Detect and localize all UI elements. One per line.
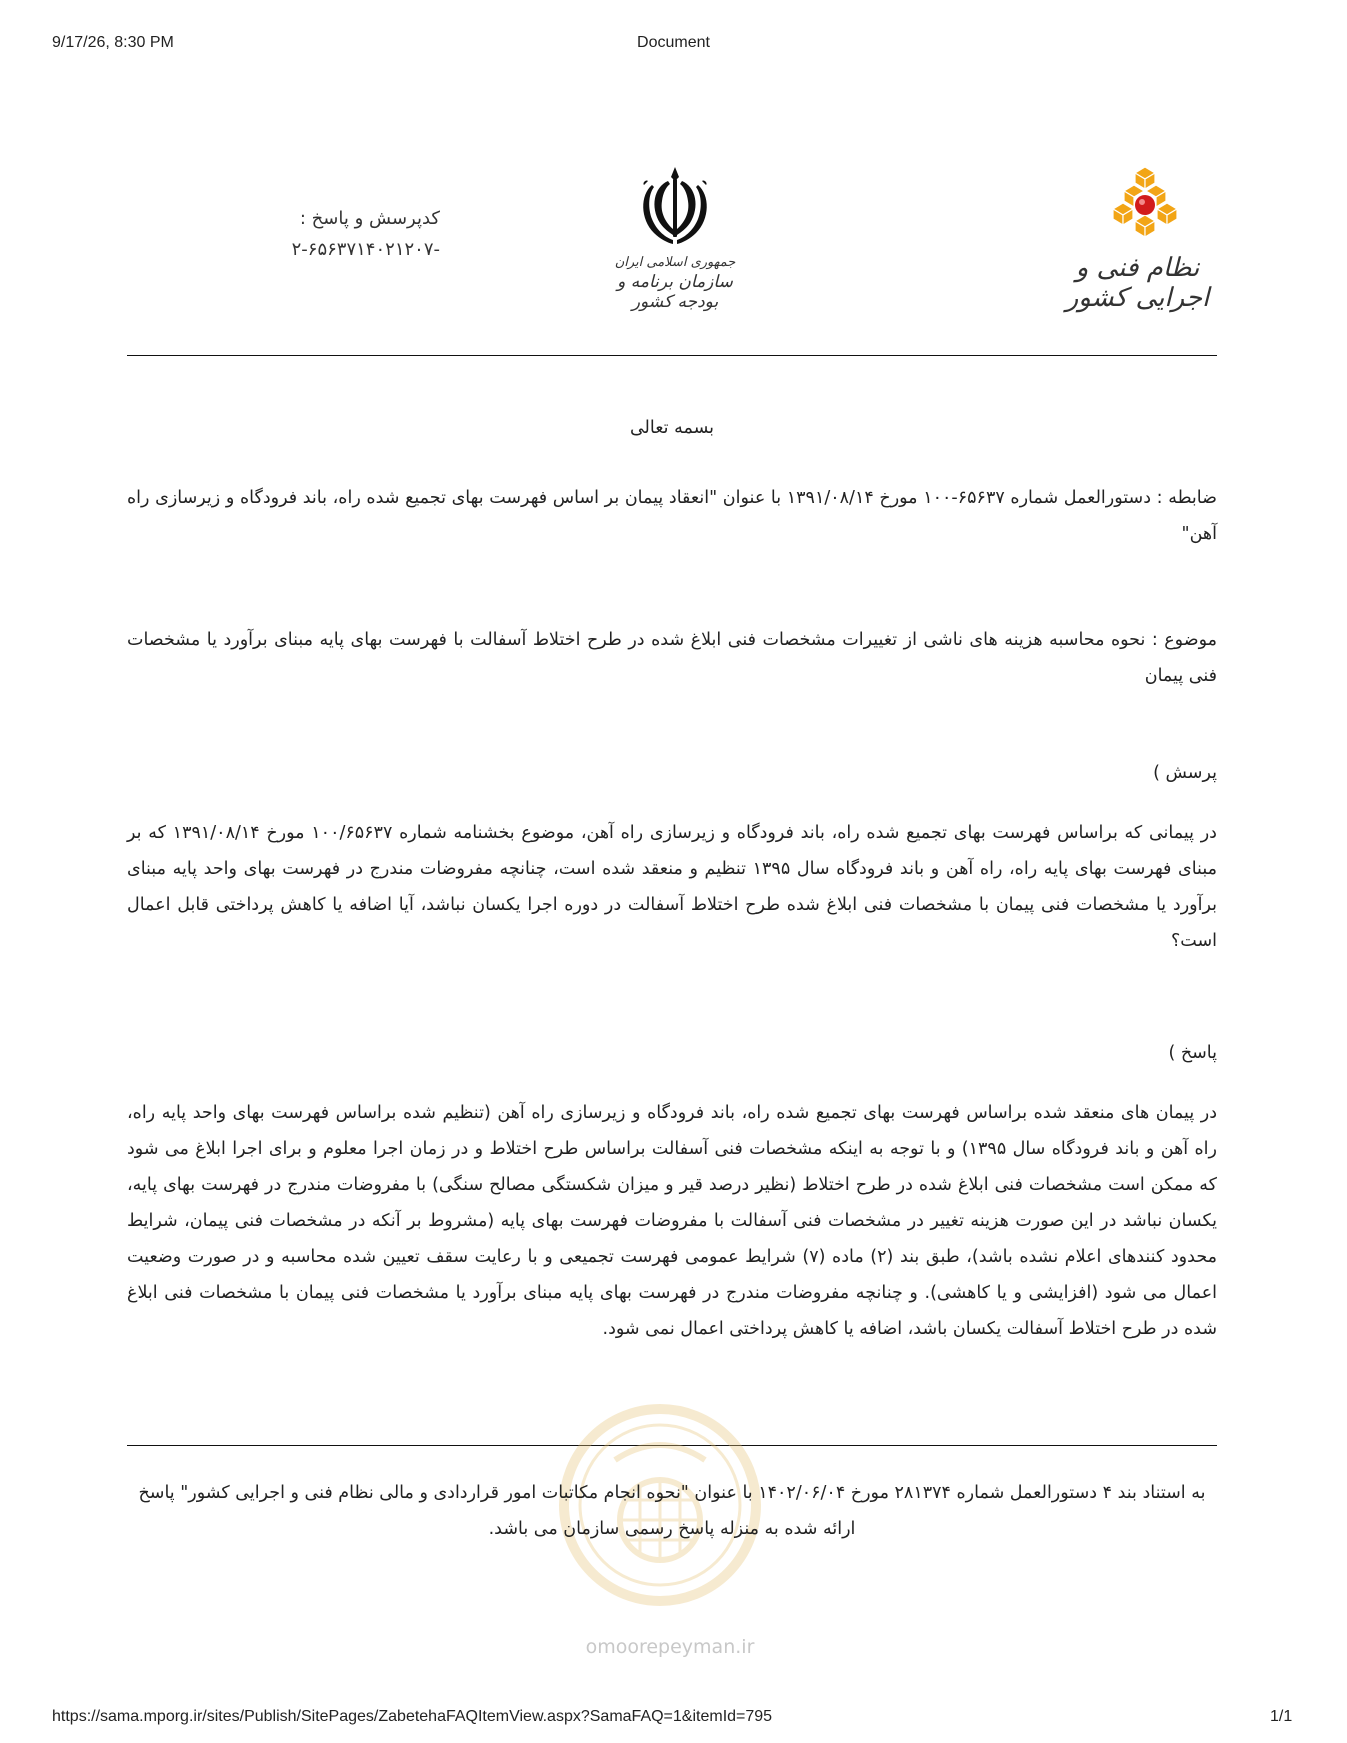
faq-code-label: کدپرسش و پاسخ : (299, 208, 440, 229)
question-heading: پرسش ) (1153, 763, 1217, 783)
print-source-url: https://sama.mporg.ir/sites/Publish/SitePages/ZabetehaFAQItemView.aspx?SamaFAQ=1&itemId=795 (52, 1708, 773, 1725)
emblem-country-text: جمهوری اسلامی ایران (614, 255, 736, 270)
official-answer-footnote: به استناد بند ۴ دستورالعمل شماره ۲۸۱۳۷۴ مورخ ۱۴۰۲/۰۶/۰۴ با عنوان "نحوه انجام مکاتبات امور قراردادی و مالی نظام فنی و اجرایی کشور" پاسخ ارائه شده به منزله پاسخ رسمی سازمان می باشد. (138, 1483, 1206, 1539)
print-header (0, 34, 1347, 56)
print-page-number: 1/1 (1270, 1708, 1293, 1725)
answer-heading: پاسخ ) (1168, 1043, 1217, 1063)
print-footer (0, 1708, 1347, 1730)
national-emblem-icon (630, 163, 720, 253)
faq-code-value: -۲-۶۵۶۳۷۱۴۰۲۱۲۰۷ (291, 239, 440, 260)
technical-system-logo (1060, 165, 1215, 313)
subject-line: موضوع : نحوه محاسبه هزینه های ناشی از تغییرات مشخصات فنی ابلاغ شده در طرح اختلاط آسفالت با فهرست بهای پایه مبنای برآورد یا مشخصات فنی پیمان (127, 630, 1217, 686)
emblem-organization-text: سازمان برنامه و بودجه کشور (617, 272, 733, 312)
technical-system-logo-text: نظام فنی و اجرایی کشور (1065, 253, 1210, 313)
answer-text: در پیمان های منعقد شده براساس فهرست بهای تجمیع شده راه، باند فرودگاه و زیرسازی راه آهن (تنظیم شده براساس فهرست بهای واحد پایه راه، راه آهن و باند فرودگاه سال ۱۳۹۵) و با توجه به اینکه مشخصات فنی آسفالت براساس طرح اختلاط و در زمان اجرا معلوم و برای اجرا ابلاغ می شود که ممکن است مشخصات فنی ابلاغ شده در طرح اختلاط (نظیر درصد قیر و میزان شکستگی مصالح سنگی) با مفروضات مندرج در فهرست بهای پایه، یکسان نباشد در این صورت هزینه تغییر در مشخصات فنی آسفالت با مفروضات فهرست بهای پایه (مشروط بر آنکه در مشخصات فنی پیمان، شرایط محدود کنندهای اعلام نشده باشد)، طبق بند (۲) ماده (۷) شرایط عمومی فهرست تجمیعی و با رعایت سقف تعیین شده محاسبه و در صورت وضعیت اعمال می شود (افزایشی و یا کاهشی). و چنانچه مفروضات مندرج در فهرست بهای پایه مبنای برآورد یا مشخصات فنی پیمان با مشخصات فنی ابلاغ شده در طرح اختلاط آسفالت یکسان باشد، اضافه یا کاهش پرداختی اعمال نمی شود. (127, 1103, 1217, 1339)
print-document-title: Document (637, 34, 710, 51)
basmala: بسمه تعالی (629, 418, 715, 438)
iran-emblem (600, 163, 750, 313)
faq-code-block (215, 208, 440, 260)
cube-pyramid-icon (1110, 165, 1180, 240)
header-divider (127, 355, 1217, 356)
print-datetime: 9/17/26, 8:30 PM (52, 34, 174, 51)
regulation-reference: ضابطه : دستورالعمل شماره ۶۵۶۳۷-۱۰۰ مورخ ۱۳۹۱/۰۸/۱۴ با عنوان "انعقاد پیمان بر اساس فهرست بهای تجمیع شده راه، باند فرودگاه و زیرسازی راه آهن" (127, 488, 1217, 544)
question-text: در پیمانی که براساس فهرست بهای تجمیع شده راه، باند فرودگاه و زیرسازی راه آهن، موضوع بخشنامه شماره ۱۰۰/۶۵۶۳۷ مورخ ۱۳۹۱/۰۸/۱۴ که بر مبنای فهرست بهای پایه راه، راه آهن و باند فرودگاه سال ۱۳۹۵ تنظیم و منعقد شده است، چنانچه مفروضات مندرج در فهرست بهای واحد پایه مبنای برآورد یا مشخصات فنی پیمان با مشخصات فنی ابلاغ شده طرح اختلاط آسفالت در دوره اجرا یکسان نباشد، آیا اضافه یا کاهش پرداختی قابل اعمال است؟ (127, 823, 1217, 951)
watermark-text: omoorepeyman.ir (585, 1636, 755, 1658)
